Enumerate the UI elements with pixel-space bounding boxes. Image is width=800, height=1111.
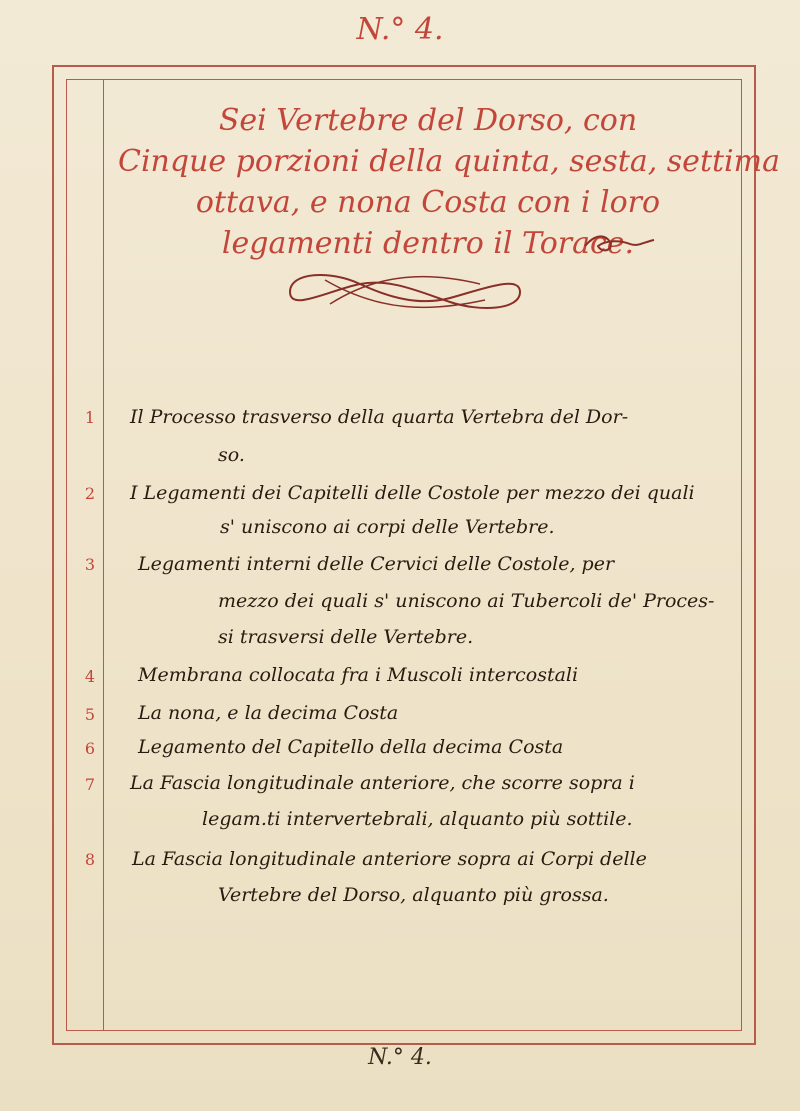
title-line: Cinque porzioni della quinta, sesta, settima bbox=[118, 144, 780, 179]
item-text: Legamento del Capitello della decima Costa bbox=[138, 736, 564, 758]
title-line: legamenti dentro il Torace. bbox=[221, 226, 635, 261]
item-text: mezzo dei quali s' uniscono ai Tubercoli de' Proces- bbox=[218, 590, 715, 612]
title-line: Sei Vertebre del Dorso, con bbox=[218, 103, 638, 138]
item-text: I Legamenti dei Capitelli delle Costole per mezzo dei quali bbox=[130, 482, 695, 504]
item-number: 5 bbox=[84, 705, 96, 724]
item-number: 2 bbox=[84, 484, 96, 503]
item-text: Membrana collocata fra i Muscoli intercostali bbox=[138, 664, 579, 686]
page-number-bottom: N.° 4. bbox=[368, 1045, 432, 1070]
item-text: legam.ti intervertebrali, alquanto più sottile. bbox=[202, 808, 633, 830]
item-text: Legamenti interni delle Cervici delle Costole, per bbox=[138, 553, 615, 575]
title-line: ottava, e nona Costa con i loro bbox=[195, 185, 661, 220]
item-number: 1 bbox=[84, 408, 96, 427]
item-number: 7 bbox=[84, 775, 96, 794]
item-text: Vertebre del Dorso, alquanto più grossa. bbox=[218, 884, 609, 906]
item-number: 6 bbox=[84, 739, 96, 758]
item-text: La Fascia longitudinale anteriore sopra ai Corpi delle bbox=[132, 848, 647, 870]
page-number-top: N.° 4. bbox=[356, 12, 444, 47]
item-text: La Fascia longitudinale anteriore, che scorre sopra i bbox=[130, 772, 635, 794]
item-text: so. bbox=[218, 444, 245, 466]
item-number: 8 bbox=[84, 850, 96, 869]
item-text: Il Processo trasverso della quarta Vertebra del Dor- bbox=[130, 406, 629, 428]
item-text: La nona, e la decima Costa bbox=[138, 702, 399, 724]
item-number: 4 bbox=[84, 667, 96, 686]
item-number: 3 bbox=[84, 555, 96, 574]
item-text: si trasversi delle Vertebre. bbox=[218, 626, 474, 648]
item-text: s' uniscono ai corpi delle Vertebre. bbox=[220, 516, 555, 538]
